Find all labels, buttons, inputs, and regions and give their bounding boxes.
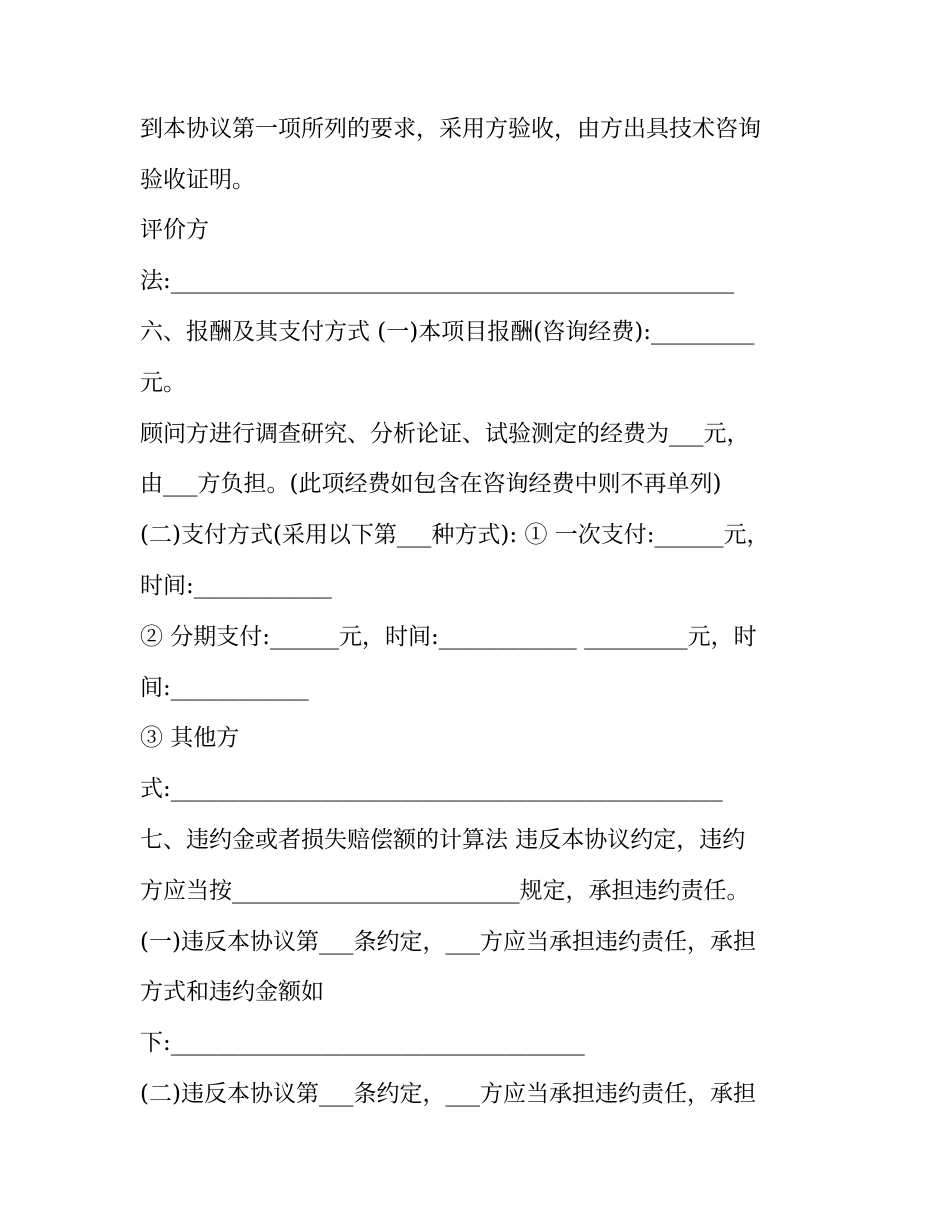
text-line: ③ 其他方 [140,725,240,751]
text-line: (一)违反本协议第___条约定，___方应当承担违约责任，承担 [140,929,756,955]
text-line: 验收证明。 [140,167,255,193]
text-line: 元。 [140,370,186,396]
text-line: 六、报酬及其支付方式 (一)本项目报酬(咨询经费):_________ [140,319,755,345]
text-line: 式:________________________________________________ [140,776,723,802]
text-line: 顾问方进行调查研究、分析论证、试验测定的经费为___元， [140,421,750,447]
text-line: 下:____________________________________ [140,1030,585,1056]
text-line: ② 分期支付:______元，时间:____________ _________元，时 [140,624,757,650]
text-line: 间:____________ [140,675,309,701]
text-line: 法:_________________________________________________ [140,268,735,294]
text-line: 到本协议第一项所列的要求，采用方验收，由方出具技术咨询 [140,116,761,142]
text-line: 评价方 [140,217,209,243]
text-line: 方应当按_________________________规定，承担违约责任。 [140,878,750,904]
text-line: 七、违约金或者损失赔偿额的计算法 违反本协议约定，违约 [140,827,746,853]
text-line: 方式和违约金额如 [140,979,324,1005]
text-line: 由___方负担。(此项经费如包含在咨询经费中则不再单列) [140,471,722,497]
text-line: (二)违反本协议第___条约定，___方应当承担违约责任，承担 [140,1081,756,1107]
text-line: (二)支付方式(采用以下第___种方式): ① 一次支付:______元， [140,522,770,548]
text-line: 时间:____________ [140,573,332,599]
